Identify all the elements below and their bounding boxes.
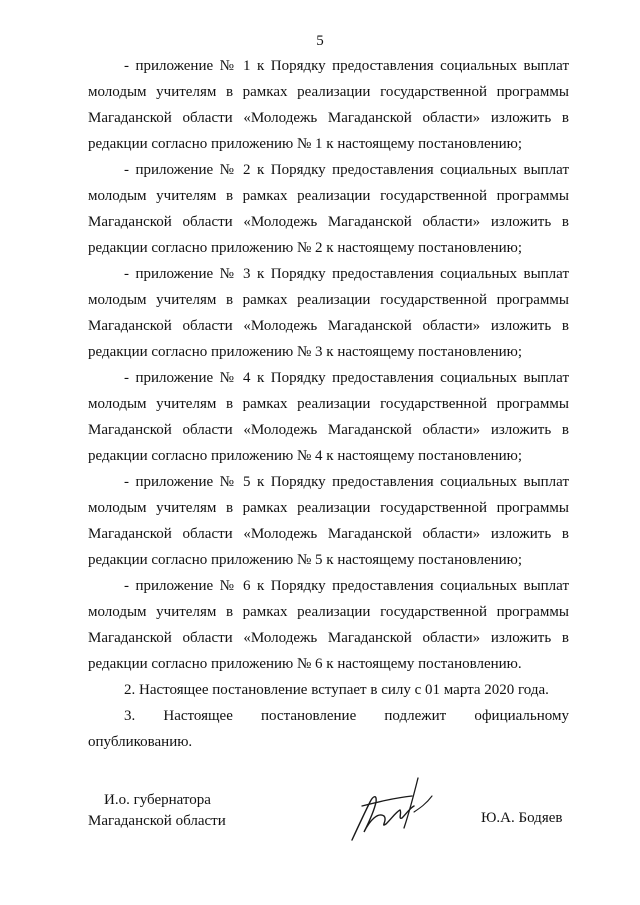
paragraph-appendix-2: - приложение № 2 к Порядку предоставления социальных выплат молодым учителям в рамках реализации государственной программы Магаданской области «Молодежь Магаданской области» изложить в редакции согласно приложению № 2 к настоящему постановлению; bbox=[88, 162, 569, 256]
signatory-position-line2: Магаданской области bbox=[88, 813, 226, 829]
paragraph-publication: 3. Настоящее постановление подлежит официальному опубликованию. bbox=[88, 708, 569, 750]
paragraph-appendix-3: - приложение № 3 к Порядку предоставления социальных выплат молодым учителям в рамках реализации государственной программы Магаданской области «Молодежь Магаданской области» изложить в редакции согласно приложению № 3 к настоящему постановлению; bbox=[88, 266, 569, 360]
handwritten-signature bbox=[340, 772, 440, 847]
document-body bbox=[88, 53, 569, 755]
page-number: 5 bbox=[316, 33, 324, 49]
paragraph-appendix-1: - приложение № 1 к Порядку предоставления социальных выплат молодым учителям в рамках реализации государственной программы Магаданской области «Молодежь Магаданской области» изложить в редакции согласно приложению № 1 к настоящему постановлению; bbox=[88, 58, 569, 152]
paragraph-appendix-6: - приложение № 6 к Порядку предоставления социальных выплат молодым учителям в рамках реализации государственной программы Магаданской области «Молодежь Магаданской области» изложить в редакции согласно приложению № 6 к настоящему постановлению. bbox=[88, 578, 569, 672]
signatory-position bbox=[88, 790, 248, 832]
paragraph-appendix-5: - приложение № 5 к Порядку предоставления социальных выплат молодым учителям в рамках реализации государственной программы Магаданской области «Молодежь Магаданской области» изложить в редакции согласно приложению № 5 к настоящему постановлению; bbox=[88, 474, 569, 568]
paragraph-appendix-4: - приложение № 4 к Порядку предоставления социальных выплат молодым учителям в рамках реализации государственной программы Магаданской области «Молодежь Магаданской области» изложить в редакции согласно приложению № 4 к настоящему постановлению; bbox=[88, 370, 569, 464]
paragraph-effective-date: 2. Настоящее постановление вступает в силу с 01 марта 2020 года. bbox=[124, 682, 549, 698]
signatory-position-line1: И.о. губернатора bbox=[104, 792, 211, 808]
signatory-name: Ю.А. Бодяев bbox=[481, 810, 563, 826]
